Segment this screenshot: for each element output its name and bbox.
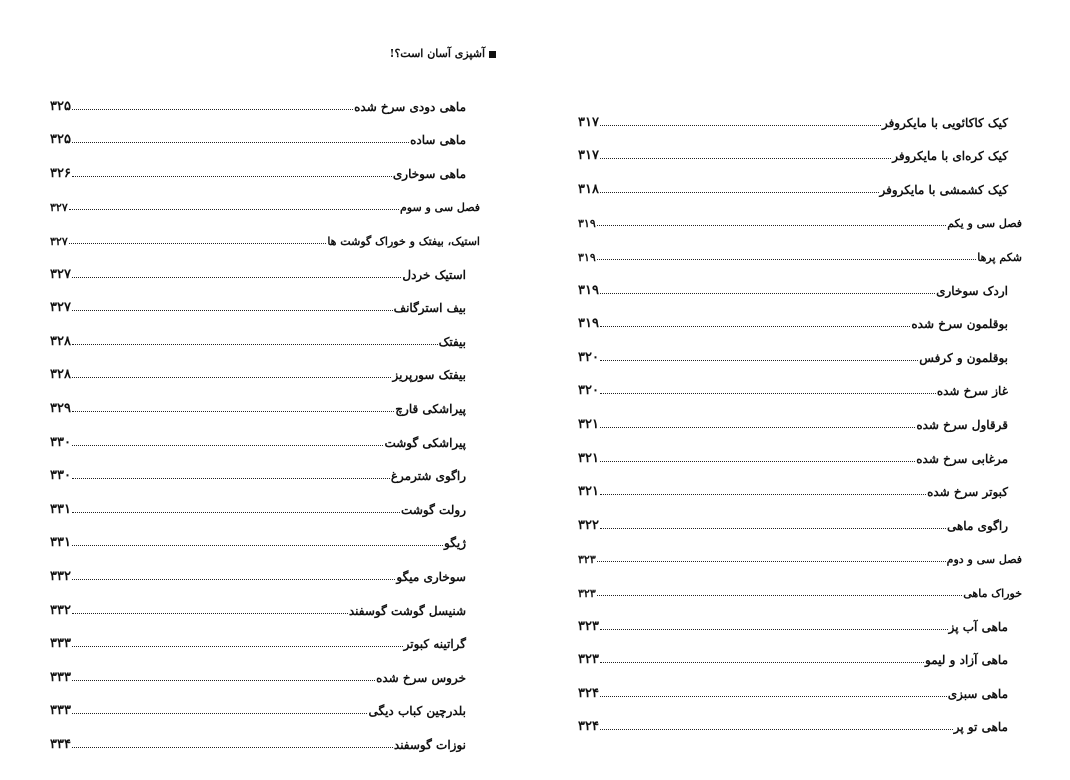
toc-entry-title: استیک خردل [402, 267, 466, 282]
page-header [360, 47, 496, 60]
dot-leader [597, 560, 946, 562]
toc-page-number: ۳۲۸ [50, 333, 71, 349]
toc-entry-title: ماهی ساده [410, 133, 466, 148]
toc-page-number: ۳۲۰ [578, 383, 599, 399]
toc-page-number: ۳۳۰ [50, 468, 71, 484]
dot-leader [72, 343, 438, 345]
dot-leader [72, 376, 392, 378]
toc-page-number: ۳۲۵ [50, 132, 71, 148]
toc-page-number: ۳۲۰ [578, 349, 599, 365]
toc-page-number: ۳۲۱ [578, 416, 599, 432]
toc-entry-row [50, 651, 480, 685]
toc-entry-row [578, 667, 1022, 701]
toc-entry-title: قرقاول سرخ شده [916, 417, 1008, 432]
dot-leader [600, 157, 891, 159]
toc-entry-title: بلدرچین کباب دیگی [368, 704, 466, 719]
toc-entry-title: فصل سی و دوم [946, 553, 1022, 567]
toc-entry-title: راگوی ماهی [946, 518, 1008, 533]
toc-page-number: ۳۲۷ [50, 201, 68, 215]
dot-leader [72, 511, 400, 513]
toc-entry-title: ماهی دودی سرخ شده [354, 99, 466, 114]
toc-entry-title: کیک کاکائویی با مایکروفر [881, 115, 1008, 130]
toc-entry-row [578, 701, 1022, 735]
toc-entry-row [578, 163, 1022, 197]
dot-leader [69, 208, 399, 210]
toc-chapter-row [50, 181, 480, 215]
dot-leader [72, 544, 443, 546]
toc-entry-row [50, 315, 480, 349]
toc-page-number: ۳۱۹ [578, 217, 596, 231]
toc-entry-row [578, 331, 1022, 365]
toc-entry-title: اردک سوخاری [936, 283, 1008, 298]
toc-chapter-row [578, 566, 1022, 600]
dot-leader [600, 292, 935, 294]
toc-entry-row [578, 432, 1022, 466]
toc-page-number: ۳۲۲ [578, 517, 599, 533]
toc-entry-title: نوزات گوسفند [393, 737, 466, 752]
toc-chapter-row [578, 533, 1022, 567]
toc-entry-row [50, 349, 480, 383]
toc-entry-title: ماهی آب پز [948, 619, 1008, 634]
dot-leader [72, 175, 392, 177]
toc-entry-title: بیف استرگانف [393, 301, 466, 316]
toc-entry-row [50, 248, 480, 282]
toc-right-column [578, 96, 1022, 734]
toc-entry-row [578, 466, 1022, 500]
toc-entry-title: استیک، بیفتک و خوراک گوشت ها [327, 234, 480, 248]
dot-leader [600, 493, 926, 495]
dot-leader [600, 628, 948, 630]
toc-entry-title: ماهی آزاد و لیمو [925, 653, 1008, 668]
dot-leader [600, 426, 915, 428]
toc-page-number: ۳۲۹ [50, 400, 71, 416]
toc-entry-row [578, 264, 1022, 298]
dot-leader [72, 410, 394, 412]
toc-entry-title: خروس سرخ شده [376, 670, 466, 685]
toc-entry-title: مرغابی سرخ شده [916, 451, 1008, 466]
toc-entry-title: شکم پرها [977, 250, 1022, 264]
toc-entry-row [50, 550, 480, 584]
toc-entry-row [50, 584, 480, 618]
dot-leader [72, 679, 375, 681]
dot-leader [600, 124, 881, 126]
dot-leader [72, 645, 403, 647]
toc-page-number: ۳۳۳ [50, 636, 71, 652]
toc-entry-title: کبوتر سرخ شده [927, 485, 1008, 500]
dot-leader [600, 392, 936, 394]
dot-leader [600, 191, 879, 193]
toc-page-number: ۳۲۴ [578, 685, 599, 701]
toc-entry-title: ژیگو [444, 536, 466, 551]
dot-leader [597, 224, 946, 226]
toc-page-number: ۳۲۴ [578, 719, 599, 735]
toc-entry-row [578, 499, 1022, 533]
dot-leader [69, 242, 327, 244]
toc-entry-row [50, 80, 480, 114]
toc-entry-row [50, 382, 480, 416]
toc-chapter-row [578, 197, 1022, 231]
toc-page-number: ۳۲۶ [50, 165, 71, 181]
dot-leader [600, 695, 947, 697]
bullet-square-icon [489, 51, 496, 58]
toc-page-number: ۳۳۱ [50, 535, 71, 551]
toc-entry-row [578, 600, 1022, 634]
toc-page-number: ۳۳۳ [50, 703, 71, 719]
toc-page-number: ۳۲۷ [50, 234, 68, 248]
toc-entry-row [50, 618, 480, 652]
dot-leader [72, 276, 401, 278]
toc-entry-title: فصل سی و یکم [947, 217, 1022, 231]
toc-page-number: ۳۳۲ [50, 602, 71, 618]
dot-leader [597, 594, 963, 596]
toc-entry-title: ماهی سوخاری [392, 166, 466, 181]
toc-entry-title: غاز سرخ شده [936, 384, 1008, 399]
dot-leader [72, 309, 393, 311]
toc-entry-title: کیک کره‌ای با مایکروفر [892, 149, 1008, 164]
toc-entry-row [50, 416, 480, 450]
toc-entry-row [50, 450, 480, 484]
dot-leader [600, 728, 953, 730]
toc-entry-row [578, 365, 1022, 399]
toc-entry-row [50, 685, 480, 719]
toc-entry-row [578, 398, 1022, 432]
toc-entry-row [50, 483, 480, 517]
toc-entry-title: پیراشکی گوشت [384, 435, 466, 450]
toc-page-number: ۳۲۱ [578, 450, 599, 466]
toc-entry-title: خوراک ماهی [963, 586, 1022, 600]
toc-page-number: ۳۳۰ [50, 434, 71, 450]
toc-entry-row [578, 130, 1022, 164]
toc-page-number: ۳۱۹ [578, 250, 596, 264]
toc-entry-title: پیراشکی قارچ [395, 401, 466, 416]
toc-entry-title: فصل سی و سوم [399, 201, 480, 215]
toc-entry-title: راگوی شترمرغ [390, 469, 466, 484]
toc-page-number: ۳۳۱ [50, 501, 71, 517]
dot-leader [72, 578, 395, 580]
toc-entry-row [578, 96, 1022, 130]
toc-entry-title: بیفتک سورپریز [392, 368, 466, 383]
dot-leader [72, 141, 409, 143]
toc-entry-title: بیفتک [438, 334, 466, 349]
toc-page-number: ۳۲۳ [578, 553, 596, 567]
toc-entry-row [50, 147, 480, 181]
toc-entry-title: بوقلمون سرخ شده [911, 317, 1008, 332]
toc-page-number: ۳۱۹ [578, 316, 599, 332]
toc-entry-title: کیک کشمشی با مایکروفر [879, 182, 1008, 197]
dot-leader [600, 325, 910, 327]
header-title: آشپزی آسان است؟! [389, 47, 485, 60]
toc-page-number: ۳۲۱ [578, 484, 599, 500]
toc-page-number: ۳۳۲ [50, 568, 71, 584]
dot-leader [72, 612, 348, 614]
toc-entry-title: ماهی تو پر [953, 720, 1008, 735]
toc-page-number: ۳۱۹ [578, 282, 599, 298]
toc-page-number: ۳۱۷ [578, 148, 599, 164]
toc-entry-title: سوخاری میگو [396, 569, 466, 584]
toc-entry-row [50, 282, 480, 316]
toc-entry-row [50, 517, 480, 551]
dot-leader [72, 712, 368, 714]
toc-entry-row [578, 298, 1022, 332]
dot-leader [72, 444, 384, 446]
toc-entry-title: رولت گوشت [401, 502, 466, 517]
toc-page-number: ۳۲۵ [50, 98, 71, 114]
dot-leader [72, 746, 393, 748]
toc-chapter-row [578, 230, 1022, 264]
toc-entry-row [50, 114, 480, 148]
toc-entry-title: گراتینه کبوتر [403, 637, 466, 652]
dot-leader [600, 359, 918, 361]
toc-entry-row [578, 634, 1022, 668]
toc-entry-row [50, 718, 480, 752]
toc-chapter-row [50, 214, 480, 248]
dot-leader [600, 460, 915, 462]
toc-page-number: ۳۲۸ [50, 367, 71, 383]
toc-page-number: ۳۲۳ [578, 586, 596, 600]
dot-leader [72, 477, 390, 479]
toc-page-number: ۳۱۷ [578, 114, 599, 130]
toc-page-number: ۳۲۷ [50, 266, 71, 282]
toc-entry-title: بوقلمون و کرفس [919, 350, 1008, 365]
toc-page-number: ۳۱۸ [578, 181, 599, 197]
dot-leader [600, 527, 946, 529]
toc-page-number: ۳۳۴ [50, 736, 71, 752]
toc-page-number: ۳۲۳ [578, 618, 599, 634]
toc-left-column [50, 80, 480, 752]
dot-leader [597, 258, 977, 260]
toc-page-number: ۳۲۷ [50, 300, 71, 316]
dot-leader [600, 661, 924, 663]
toc-entry-title: ماهی سبزی [947, 686, 1008, 701]
toc-page-number: ۳۳۳ [50, 669, 71, 685]
dot-leader [72, 108, 353, 110]
toc-page-number: ۳۲۳ [578, 652, 599, 668]
toc-entry-title: شنیسل گوشت گوسفند [348, 603, 466, 618]
